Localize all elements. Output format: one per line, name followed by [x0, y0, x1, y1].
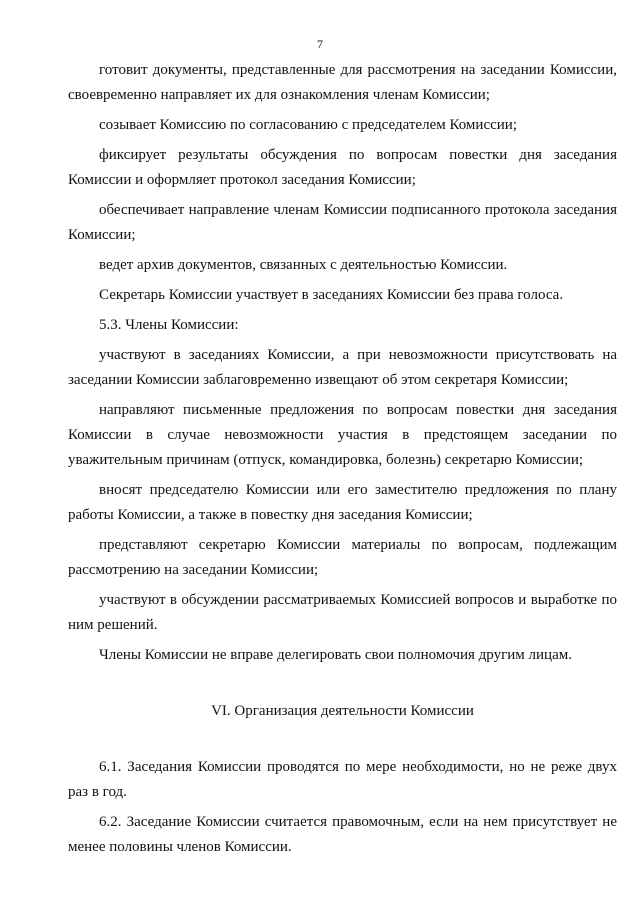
paragraph: созывает Комиссию по согласованию с председателем Комиссии; — [99, 117, 517, 133]
page-number: 7 — [317, 37, 323, 51]
paragraph-subsection: 5.3. Члены Комиссии: — [99, 317, 239, 333]
paragraph: готовит документы, представленные для рассмотрения на заседании Комиссии, своевременно направляет их для ознакомления членам Комиссии; — [68, 62, 617, 103]
paragraph: обеспечивает направление членам Комиссии подписанного протокола заседания Комиссии; — [68, 202, 617, 243]
paragraph: участвуют в обсуждении рассматриваемых Комиссией вопросов и выработке по ним решений. — [68, 592, 617, 633]
paragraph: ведет архив документов, связанных с деятельностью Комиссии. — [99, 257, 508, 273]
paragraph: 6.2. Заседание Комиссии считается правомочным, если на нем присутствует не менее половины членов Комиссии. — [68, 814, 617, 855]
paragraph: фиксирует результаты обсуждения по вопросам повестки дня заседания Комиссии и оформляет протокол заседания Комиссии; — [68, 147, 617, 188]
paragraph: направляют письменные предложения по вопросам повестки дня заседания Комиссии в случае невозможности участия в предстоящем заседании по уважительным причинам (отпуск, командировка, болезнь) секретарю Комиссии; — [68, 402, 617, 468]
document-body — [68, 58, 617, 865]
paragraph: представляют секретарю Комиссии материалы по вопросам, подлежащим рассмотрению на заседании Комиссии; — [68, 537, 617, 578]
section-heading: VI. Организация деятельности Комиссии — [211, 703, 474, 719]
paragraph: 6.1. Заседания Комиссии проводятся по мере необходимости, но не реже двух раз в год. — [68, 759, 617, 800]
paragraph: вносят председателю Комиссии или его заместителю предложения по плану работы Комиссии, а также в повестку дня заседания Комиссии; — [68, 482, 617, 523]
paragraph: Секретарь Комиссии участвует в заседаниях Комиссии без права голоса. — [99, 287, 564, 303]
paragraph: участвуют в заседаниях Комиссии, а при невозможности присутствовать на заседании Комиссии заблаговременно извещают об этом секретаря Комиссии; — [68, 347, 617, 388]
paragraph: Члены Комиссии не вправе делегировать свои полномочия другим лицам. — [99, 647, 572, 663]
